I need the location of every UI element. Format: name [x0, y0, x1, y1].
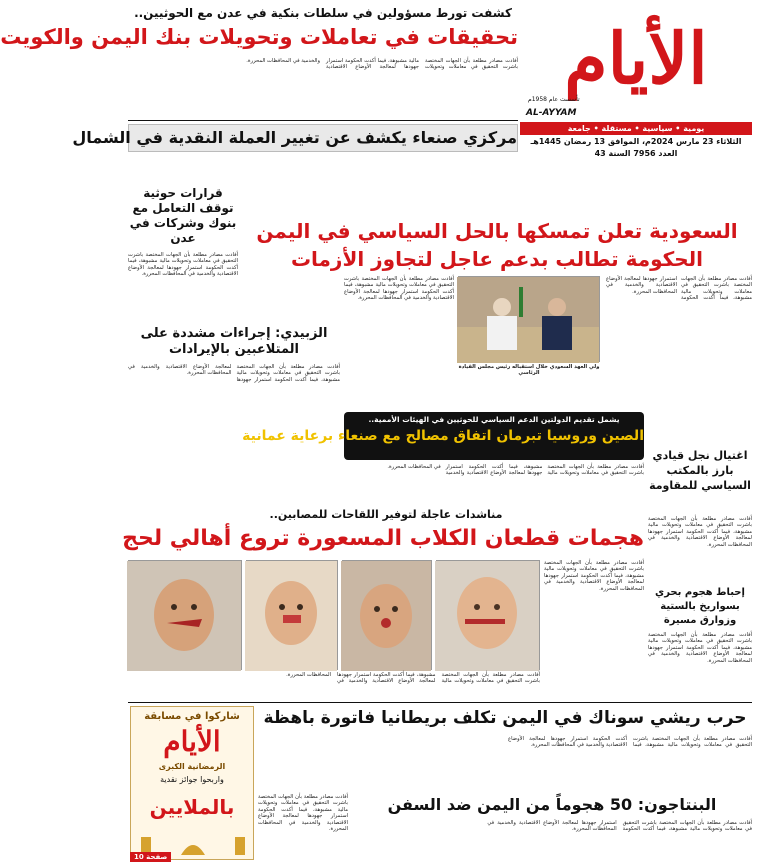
dogs-photo-4	[128, 560, 242, 670]
child-photo-3	[245, 561, 337, 671]
right-side-headline-2: إحباط هجوم بحري بسواريخ بالستية وزوارق مسيرة	[655, 587, 745, 626]
divider	[128, 120, 518, 121]
top-article-body: أفادت مصادر مطلعة بأن الجهات المختصة باشرت التحقيق في معاملات وتحويلات مالية مشبوهة، فيما أكدت الحكومة استمرار جهودها لمعالجة الأوضاع الاقتصادية والخدمية في المحافظات المحررة.	[246, 58, 518, 71]
competition-ad[interactable]	[130, 706, 254, 860]
left-headline-2: الزبيدي: إجراءات مشددة على المتلاعبين بالإيرادات	[140, 326, 328, 357]
bottom-story-body: أفادت مصادر مطلعة بأن الجهات المختصة باشرت التحقيق في معاملات وتحويلات مالية مشبوهة، فيما أكدت الحكومة استمرار جهودها لمعالجة الأوضاع الاقتصادية والخدمية في المحافظات المحررة.	[508, 736, 752, 749]
second-headline: مركزي صنعاء يكشف عن تغيير العملة النقدية في الشمال	[72, 128, 517, 147]
left-story-2-body: أفادت مصادر مطلعة بأن الجهات المختصة باشرت التحقيق في معاملات وتحويلات مالية مشبوهة، فيما أكدت الحكومة استمرار جهودها لمعالجة الأوضاع الاقتصادية والخدمية في المحافظات المحررة.	[128, 364, 340, 383]
masthead-logo: الأيام	[564, 17, 708, 100]
dogs-photo-captions: أفادت مصادر مطلعة بأن الجهات المختصة باشرت التحقيق في معاملات وتحويلات مالية مشبوهة، فيما أكدت الحكومة استمرار جهودها لمعالجة الأوضاع الاقتصادية والخدمية في المحافظات المحررة.	[286, 672, 540, 685]
right-side-story-2-body: أفادت مصادر مطلعة بأن الجهات المختصة باشرت التحقيق في معاملات وتحويلات مالية مشبوهة، فيما أكدت الحكومة استمرار جهودها لمعالجة الأوضاع الاقتصادية والخدمية في المحافظات المحررة.	[648, 632, 752, 664]
masthead-tagline: يومية • سياسية • مستقلة • جامعة	[520, 122, 752, 135]
left-story-1	[128, 156, 238, 316]
ad-prizes: واربحوا جوائز نقدية	[160, 775, 224, 784]
child-photo-4	[127, 561, 241, 671]
main-headline-1: السعودية تعلن تمسكها بالحل السياسي في اليمن	[256, 219, 738, 243]
bottom-left-headline: البنتاجون: 50 هجوماً من اليمن ضد السفن	[387, 795, 717, 814]
main-photo	[458, 276, 600, 362]
main-headline-2: الحكومة تطالب بدعم عاجل لتجاوز الأزمات	[290, 247, 704, 271]
masthead-issue: العدد 7956 السنة 43	[594, 149, 678, 158]
dogs-photo-3	[246, 560, 338, 670]
page-number: صفحة 10	[130, 852, 171, 862]
bottom-center-story-body: أفادت مصادر مطلعة بأن الجهات المختصة باشرت التحقيق في معاملات وتحويلات مالية مشبوهة، فيما أكدت الحكومة استمرار جهودها لمعالجة الأوضاع الاقتصادية والخدمية في المحافظات المحررة.	[258, 794, 348, 833]
right-side-story-2	[648, 516, 752, 696]
main-photo-image	[457, 277, 599, 363]
masthead-founded: تأسست عام 1958م	[528, 96, 580, 103]
top-headline: تحقيقات في تعاملات وتحويلات بنك اليمن والكويت	[0, 25, 518, 49]
main-story-body-left: أفادت مصادر مطلعة بأن الجهات المختصة باشرت التحقيق في معاملات وتحويلات مالية مشبوهة، فيما أكدت الحكومة استمرار جهودها لمعالجة الأوضاع الاقتصادية والخدمية في المحافظات المحررة.	[344, 276, 454, 302]
ad-logo: الأيام	[163, 725, 221, 758]
masthead-latin: AL-AYYAM	[526, 108, 577, 118]
main-photo-caption: ولي العهد السعودي خلال استقباله رئيس مجلس القيادة الرئاسي	[458, 364, 600, 377]
right-side-story	[648, 424, 752, 514]
top-kicker: كشفت تورط مسؤولين في سلطات بنكية في عدن مع الحوثيين..	[134, 6, 512, 20]
dogs-photo-2	[342, 560, 432, 670]
masthead-date: الثلاثاء 23 مارس 2024م، الموافق 13 رمضان 1445هـ	[530, 137, 742, 146]
left-headline-1: قرارات حوثية توقف التعامل مع بنوك وشركات في عدن	[129, 186, 237, 245]
divider	[128, 702, 752, 703]
child-photo-1	[435, 561, 539, 671]
left-story-1-body: أفادت مصادر مطلعة بأن الجهات المختصة باشرت التحقيق في معاملات وتحويلات مالية مشبوهة، فيما أكدت الحكومة استمرار جهودها لمعالجة الأوضاع الاقتصادية والخدمية في المحافظات المحررة.	[128, 252, 238, 278]
ad-amount: بالملايين	[149, 795, 235, 819]
china-kicker: يشمل تقديم الدولتين الدعم السياسي للحوثيين في الهيئات الأممية..	[368, 415, 620, 424]
main-story-body-right: أفادت مصادر مطلعة بأن الجهات المختصة باشرت التحقيق في معاملات وتحويلات مالية مشبوهة، فيما أكدت الحكومة استمرار جهودها لمعالجة الأوضاع الاقتصادية والخدمية في المحافظات المحررة.	[606, 276, 752, 302]
dogs-kicker: مناشدات عاجلة لتوفير اللقاحات للمصابين..	[269, 508, 503, 521]
ad-title: شاركوا في مسابقة	[144, 711, 240, 722]
china-russia-box	[242, 412, 644, 460]
right-side-headline: اغتيال نجل قيادي بارز بالمكتب السياسي للمقاومة	[649, 449, 751, 492]
bottom-headline: حرب ريشي سوناك في اليمن تكلف بريطانيا فاتورة باهظة	[263, 708, 747, 728]
dogs-photo-1	[436, 560, 540, 670]
china-story-body: أفادت مصادر مطلعة بأن الجهات المختصة باشرت التحقيق في معاملات وتحويلات مالية مشبوهة، فيما أكدت الحكومة استمرار جهودها لمعالجة الأوضاع الاقتصادية والخدمية في المحافظات المحررة.	[387, 464, 644, 477]
child-photo-2	[341, 561, 431, 671]
dogs-headline: هجمات قطعان الكلاب المسعورة تروع أهالي لحج	[122, 526, 644, 551]
ad-subtitle: الرمضانية الكبرى	[158, 762, 226, 771]
masthead	[520, 4, 752, 164]
china-headline: الصين وروسيا تبرمان اتفاق مصالح مع صنعاء برعاية عمانية	[242, 428, 644, 444]
left-story-2	[128, 326, 340, 476]
bottom-left-story-body: أفادت مصادر مطلعة بأن الجهات المختصة باشرت التحقيق في معاملات وتحويلات مالية مشبوهة، فيما أكدت الحكومة استمرار جهودها لمعالجة الأوضاع الاقتصادية والخدمية في المحافظات المحررة.	[487, 820, 752, 833]
second-headline-bar	[72, 124, 518, 152]
dogs-story-body: أفادت مصادر مطلعة بأن الجهات المختصة باشرت التحقيق في معاملات وتحويلات مالية مشبوهة، فيما أكدت الحكومة استمرار جهودها لمعالجة الأوضاع الاقتصادية والخدمية في المحافظات المحررة.	[544, 560, 644, 592]
right-side-story-2-body-top: أفادت مصادر مطلعة بأن الجهات المختصة باشرت التحقيق في معاملات وتحويلات مالية مشبوهة، فيما أكدت الحكومة استمرار جهودها لمعالجة الأوضاع الاقتصادية والخدمية في المحافظات المحررة.	[648, 516, 752, 548]
